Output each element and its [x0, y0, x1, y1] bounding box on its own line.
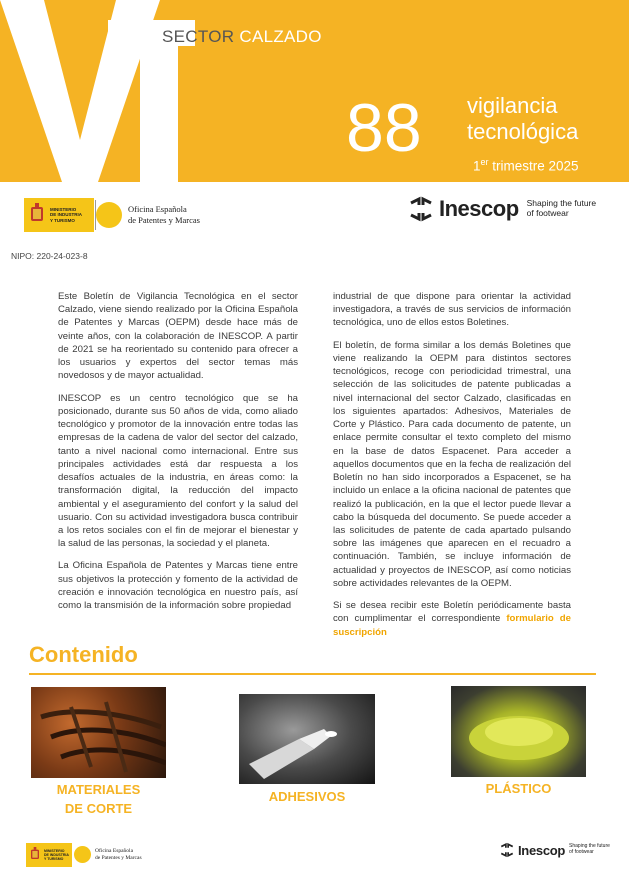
title-line1: vigilancia	[467, 93, 558, 118]
ministry-text: MINISTERIO DE INDUSTRIA Y TURISMO	[50, 206, 83, 223]
paragraph: industrial de que dispone para orientar la actividad investigadora, a través de sus servicios de información tecnológica, uno de ellos estos Boletines.	[333, 291, 571, 329]
footer-inescop-logo[interactable]	[499, 842, 610, 858]
issue-number: 88	[346, 90, 422, 166]
header-band	[0, 0, 629, 182]
materiales-thumbnail[interactable]	[31, 687, 166, 778]
footer-inescop-tagline: Shaping the future of footwear	[569, 843, 610, 855]
plastic-pellets-image	[451, 686, 586, 777]
coat-of-arms-icon	[28, 203, 46, 227]
inescop-tagline: Shaping the future of footwear	[526, 198, 597, 218]
plastico-thumbnail[interactable]	[451, 686, 586, 777]
oepm-circle-icon	[96, 202, 122, 228]
paragraph: INESCOP es un centro tecnológico que se ha posicionado, durante sus 50 años de vida, como aliado tecnológico y promotor de la innovación entre todas las empresas de la cadena de valor del sector del calzado, tanto a nivel nacional como internacional. Entre sus principales actividades está dar respuesta a los desafíos actuales de la industria, en áreas como: la transformación digital, la reducción del impacto ambiental y el aseguramiento del confort y la salud del usuario. Con su actividad investigadora busca contribuir a los retos sociales con el fin de mejorar el bienestar y la salud de las personas, la sociedad y el planeta.	[58, 392, 298, 550]
footer-ministry-text: MINISTERIO DE INDUSTRIA Y TURISMO	[44, 848, 69, 862]
sector-label: SECTOR CALZADO	[162, 27, 322, 46]
body-column-right	[333, 290, 571, 648]
adhesivos-label[interactable]: ADHESIVOS	[268, 789, 346, 804]
footer-oepm-circle-icon	[74, 846, 91, 863]
footer-ministry-logo[interactable]	[26, 843, 72, 867]
contents-divider	[29, 673, 596, 675]
glue-tube-image	[239, 694, 375, 784]
paragraph: El boletín, de forma similar a los demás Boletines que viene realizando la OEPM para distintos sectores tecnológicos, recoge con periodicidad trimestral, una selección de las solicitudes de patente publicadas a nivel internacional del sector Calzado, clasificadas en los siguientes apartados: Adhesivos, Materiales de Corte y Plástico. Para cada documento de patente, un enlace permite consultar el texto completo del mismo en la base de datos Espacenet. Para acceder a aquellos documentos que en la fecha de realización del Boletín no han sido incorporados a Espacenet, se ha incluido un enlace a la oficina nacional de patentes que realizó la publicación, en la que el lector puede llevar a cabo la búsqueda del documento. Se puede acceder a las solicitudes de patente de cada apartado pulsando sobre las imágenes que aparecen en el recuadro a continuación. También, se incluye información de actualidad y proyectos de INESCOP, así como noticias sobre actividades relevantes de la OEPM.	[333, 339, 571, 589]
footer-oepm-logo[interactable]	[74, 846, 142, 863]
paragraph: Si se desea recibir este Boletín periódicamente basta con cumplimentar el correspondiente formulario de suscripción	[333, 600, 571, 638]
paragraph: La Oficina Española de Patentes y Marcas tiene entre sus objetivos la protección y fomento de la actividad de creación e innovación tecnológica en nuestro país, así como la transmisión de la información sobre propiedad	[58, 560, 298, 612]
footer-oepm-text: Oficina Española de Patentes y Marcas	[95, 847, 142, 861]
inescop-name: Inescop	[439, 196, 519, 221]
oepm-text: Oficina Española de Patentes y Marcas	[128, 204, 200, 225]
quarter-label: 1er trimestre 2025	[473, 157, 579, 174]
inescop-mark-icon	[407, 195, 435, 223]
inescop-logo[interactable]	[407, 195, 596, 223]
oepm-logo[interactable]	[96, 202, 200, 228]
materiales-label[interactable]: MATERIALES DE CORTE	[56, 782, 141, 816]
title-line2: tecnológica	[467, 119, 579, 144]
adhesivos-thumbnail[interactable]	[239, 694, 375, 784]
contents-heading: Contenido	[29, 642, 138, 667]
leather-lace-image	[31, 687, 166, 778]
subscription-link[interactable]: formulario de suscripción	[333, 613, 571, 638]
paragraph: Este Boletín de Vigilancia Tecnológica en el sector Calzado, viene siendo realizado por la Oficina Española de Patentes y Marcas (OEPM) desde hace más de veinte años, con la colaboración de INESCOP. A partir de 2021 se ha reorientado su contenido para ofrecer a los usuarios y expertos del sector temas más novedosos y de mayor actualidad.	[58, 291, 298, 382]
footer-inescop-name: Inescop	[518, 842, 566, 858]
footer-inescop-mark-icon	[499, 842, 515, 858]
nipo-code: NIPO: 220-24-023-8	[11, 251, 88, 261]
footer-coat-of-arms-icon	[29, 846, 41, 864]
body-column-left	[58, 290, 298, 621]
ministry-logo[interactable]	[24, 198, 94, 232]
plastico-label[interactable]: PLÁSTICO	[485, 781, 552, 796]
